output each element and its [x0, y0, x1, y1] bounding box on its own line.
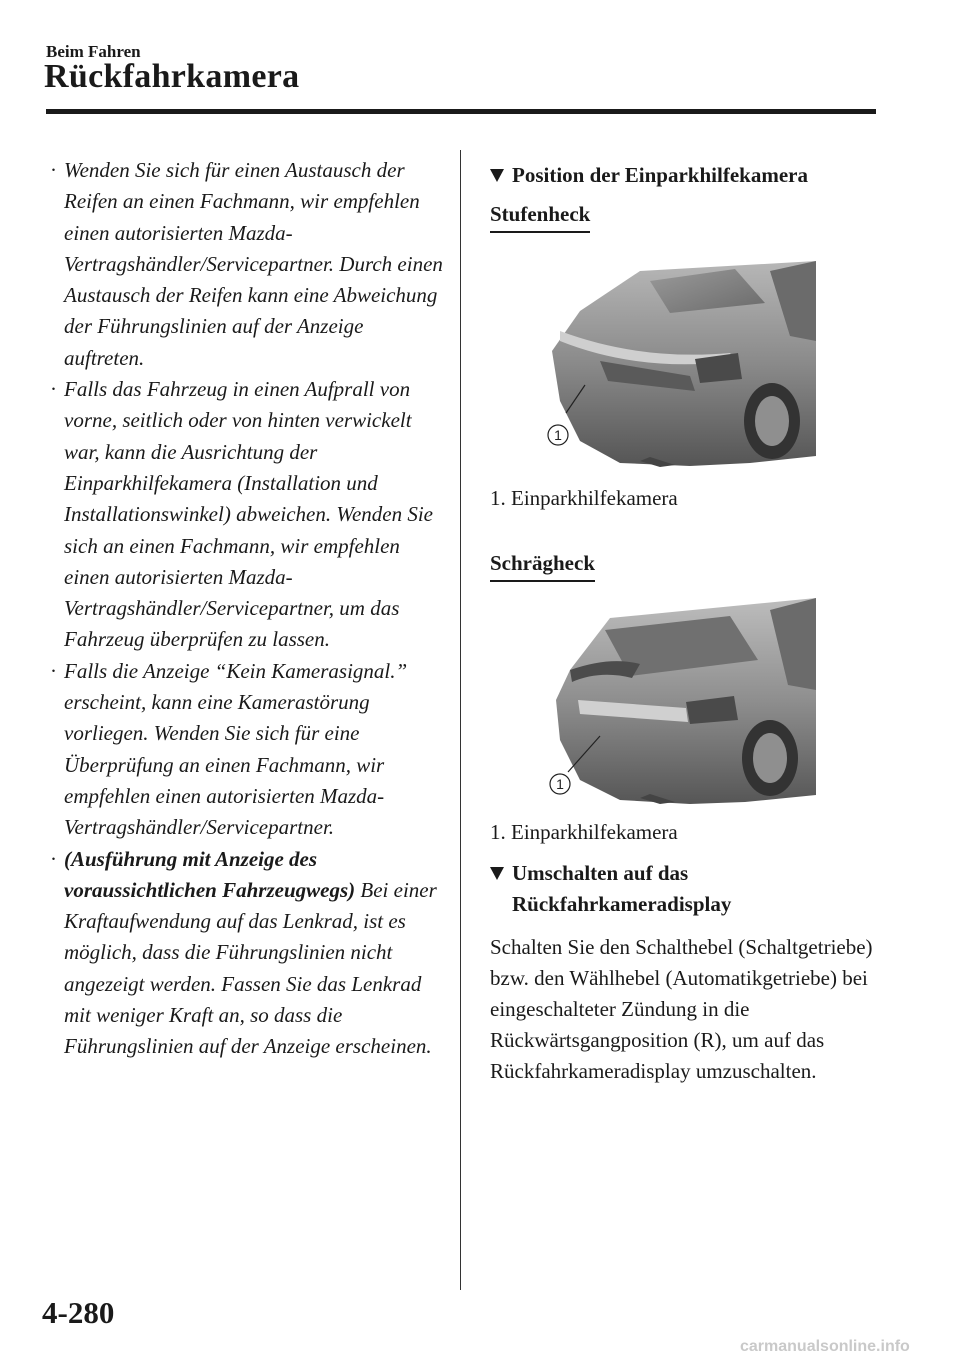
hatchback-callout-marker: 1: [556, 776, 564, 792]
section-label: Beim Fahren: [46, 42, 141, 61]
bullet-predicted-path: [44, 844, 444, 1063]
hatchback-rear-illustration: [490, 590, 870, 815]
bullet-tire-replacement: [44, 155, 444, 374]
bullet-text: Wenden Sie sich für einen Austausch der Reifen an einen Fachmann, wir empfehlen einen autorisierten Mazda-Vertragshändler/Servicepartner. Durch einen Austausch der Reifen kann eine Abweichung der Führungslinien auf der Anzeige auftreten.: [64, 158, 443, 370]
bullet-dot: ·: [50, 658, 57, 683]
switch-paragraph: Schalten Sie den Schalthebel (Schaltgetriebe) bzw. den Wählhebel (Automatikgetriebe) bei eingeschalteter Zündung in die Rückwärtsgangposition (R), um auf das Rückfahrkameradisplay umzuschalten.: [490, 935, 873, 1083]
bullet-text: Falls das Fahrzeug in einen Aufprall von vorne, seitlich oder von hinten verwickelt war, kann die Ausrichtung der Einparkhilfekamera (Installation und Installationswinkel) abweichen. Wenden Sie sich an einen Fachmann, wir empfehlen einen autorisierten Mazda-Vertragshändler/Servicepartner, um das Fahrzeug überprüfen zu lassen.: [64, 377, 433, 652]
watermark: carmanualsonline.info: [740, 1338, 910, 1355]
column-divider: [460, 150, 461, 1290]
bullet-text: Falls die Anzeige “Kein Kamerasignal.” erscheint, kann eine Kamerastörung vorliegen. Wenden Sie sich für eine Überprüfung an einen Fachmann, wir empfehlen einen autorisierten Mazda-Vertragshändler/Servicepartner.: [64, 658, 408, 840]
switch-heading: [490, 858, 890, 920]
switch-heading-text: Umschalten auf das Rückfahrkameradisplay: [512, 861, 732, 916]
left-column: [44, 155, 444, 1063]
bullet-bold-text: (Ausführung mit Anzeige des voraussichtlichen Fahrzeugwegs): [64, 846, 356, 902]
bullet-dot: ·: [50, 158, 57, 182]
position-heading: [490, 160, 890, 191]
sedan-label: Stufenheck: [490, 199, 590, 233]
page-number: 4-280: [42, 1295, 115, 1330]
bullet-text: Bei einer Kraftaufwendung auf das Lenkrad, ist es möglich, dass die Führungslinien nicht angezeigt werden. Fassen Sie das Lenkrad mit weniger Kraft an, so dass die Führungslinien auf der Anzeige erscheinen.: [64, 877, 437, 1059]
bullet-dot: ·: [50, 377, 57, 402]
bullet-no-signal: [44, 656, 444, 844]
right-column: [490, 160, 890, 1087]
hatchback-caption: 1. Einparkhilfekamera: [490, 820, 678, 844]
position-heading-text: Position der Einparkhilfekamera: [512, 163, 808, 187]
header-rule: [46, 109, 876, 114]
bullet-collision: [44, 374, 444, 656]
sedan-caption: 1. Einparkhilfekamera: [490, 486, 678, 510]
sedan-callout-marker: 1: [554, 427, 562, 443]
triangle-marker-icon: [490, 169, 504, 182]
sedan-rear-illustration: [490, 241, 870, 481]
bullet-dot: ·: [50, 846, 57, 871]
triangle-marker-icon: [490, 867, 504, 880]
page-title: Rückfahrkamera: [44, 58, 300, 95]
hatchback-label: Schrägheck: [490, 548, 595, 582]
